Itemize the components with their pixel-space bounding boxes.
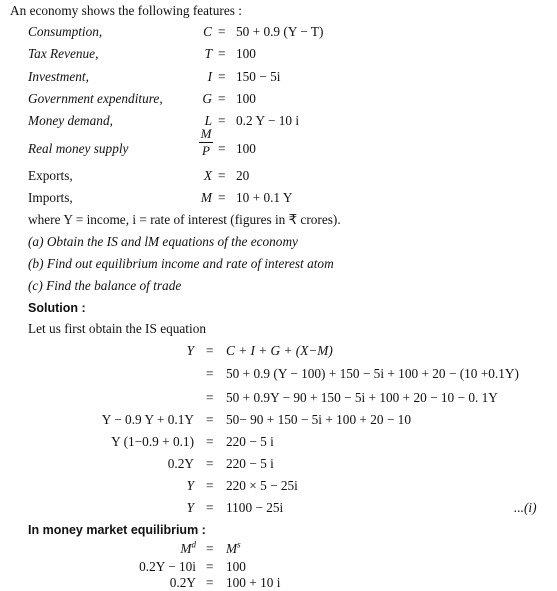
feature-equals: = bbox=[218, 91, 226, 106]
mm-step-lhs: 0.2Y − 10i bbox=[139, 559, 196, 574]
mm-step-lhs: 0.2Y bbox=[169, 575, 196, 590]
mm-step-rhs bbox=[226, 541, 241, 557]
real-money-fraction bbox=[199, 127, 213, 158]
question-c: (c) Find the balance of trade bbox=[28, 278, 182, 293]
is-step-lhs: 0.2Y bbox=[167, 456, 194, 471]
is-step-lhs: Y bbox=[186, 478, 194, 493]
solution-heading: Solution : bbox=[28, 301, 86, 315]
is-step-rhs: 220 − 5 i bbox=[226, 456, 274, 471]
is-step-rhs: 50 + 0.9Y − 90 + 150 − 5i + 100 + 20 − 10 − 0. 1Y bbox=[226, 390, 498, 405]
question-a: (a) Obtain the IS and lM equations of the economy bbox=[28, 234, 298, 249]
feature-label: Exports, bbox=[28, 168, 73, 183]
feature-value: 100 bbox=[236, 141, 256, 156]
is-step-equals: = bbox=[206, 412, 214, 427]
feature-equals: = bbox=[218, 190, 226, 205]
feature-symbol: M bbox=[200, 190, 212, 205]
feature-equals: = bbox=[218, 46, 226, 61]
mm-step-equals: = bbox=[206, 541, 214, 556]
feature-symbol: C bbox=[203, 24, 212, 39]
equation-tag: ...(i) bbox=[514, 500, 537, 515]
is-step-rhs: 220 − 5 i bbox=[226, 434, 274, 449]
feature-equals: = bbox=[218, 113, 226, 128]
feature-value: 10 + 0.1 Y bbox=[236, 190, 293, 205]
mm-step-equals: = bbox=[206, 559, 214, 574]
is-step-equals: = bbox=[206, 478, 214, 493]
is-step-rhs: 50 + 0.9 (Y − 100) + 150 − 5i + 100 + 20 − (10 +0.1Y) bbox=[226, 366, 519, 381]
is-step-equals: = bbox=[206, 434, 214, 449]
is-step-lhs: Y (1−0.9 + 0.1) bbox=[111, 434, 194, 449]
feature-equals: = bbox=[218, 168, 226, 183]
feature-label: Money demand, bbox=[28, 113, 113, 128]
is-step-rhs: C + I + G + (X−M) bbox=[226, 343, 333, 358]
feature-label: Government expenditure, bbox=[28, 91, 163, 106]
is-step-lhs: Y bbox=[186, 343, 194, 358]
mm-step-rhs: 100 bbox=[226, 559, 246, 574]
mm-step-rhs: 100 + 10 i bbox=[226, 575, 281, 590]
mm-step-lhs bbox=[172, 541, 196, 557]
feature-label: Investment, bbox=[28, 69, 89, 84]
feature-symbol: L bbox=[204, 113, 212, 128]
where-note: where Y = income, i = rate of interest (figures in ₹ crores). bbox=[28, 212, 341, 227]
feature-value: 100 bbox=[236, 91, 256, 106]
is-step-rhs: 220 × 5 − 25i bbox=[226, 478, 298, 493]
feature-value: 100 bbox=[236, 46, 256, 61]
is-step-equals: = bbox=[206, 456, 214, 471]
feature-symbol: T bbox=[204, 46, 212, 61]
feature-value: 0.2 Y − 10 i bbox=[236, 113, 300, 128]
fraction-denominator: P bbox=[202, 143, 210, 158]
is-step-lhs: Y bbox=[186, 500, 194, 515]
intro-text: An economy shows the following features : bbox=[10, 3, 242, 18]
feature-label: Consumption, bbox=[28, 24, 103, 39]
superscript-d: d bbox=[191, 539, 196, 550]
question-b: (b) Find out equilibrium income and rate of interest atom bbox=[28, 256, 334, 271]
feature-label: Imports, bbox=[28, 190, 73, 205]
money-demand-symbol: M bbox=[180, 541, 192, 556]
is-step-lhs: Y − 0.9 Y + 0.1Y bbox=[101, 412, 194, 427]
mm-step-equals: = bbox=[206, 575, 214, 590]
feature-value: 20 bbox=[236, 168, 250, 183]
feature-symbol: I bbox=[207, 69, 212, 84]
feature-equals: = bbox=[218, 141, 226, 156]
is-step-rhs: 1100 − 25i bbox=[226, 500, 284, 515]
solution-intro: Let us first obtain the IS equation bbox=[28, 321, 206, 336]
money-market-heading: In money market equilibrium : bbox=[28, 523, 206, 537]
feature-symbol: G bbox=[202, 91, 212, 106]
is-step-equals: = bbox=[206, 366, 214, 381]
is-step-equals: = bbox=[206, 500, 214, 515]
fraction-numerator: M bbox=[200, 126, 212, 141]
feature-equals: = bbox=[218, 24, 226, 39]
is-step-equals: = bbox=[206, 390, 214, 405]
feature-value: 150 − 5i bbox=[236, 69, 281, 84]
superscript-s: s bbox=[237, 539, 241, 550]
money-supply-symbol: M bbox=[226, 541, 238, 556]
feature-label: Tax Revenue, bbox=[28, 46, 99, 61]
is-step-equals: = bbox=[206, 343, 214, 358]
feature-value: 50 + 0.9 (Y − T) bbox=[236, 24, 324, 39]
is-step-rhs: 50− 90 + 150 − 5i + 100 + 20 − 10 bbox=[226, 412, 411, 427]
feature-equals: = bbox=[218, 69, 226, 84]
feature-label: Real money supply bbox=[28, 141, 129, 156]
feature-symbol: X bbox=[203, 168, 212, 183]
